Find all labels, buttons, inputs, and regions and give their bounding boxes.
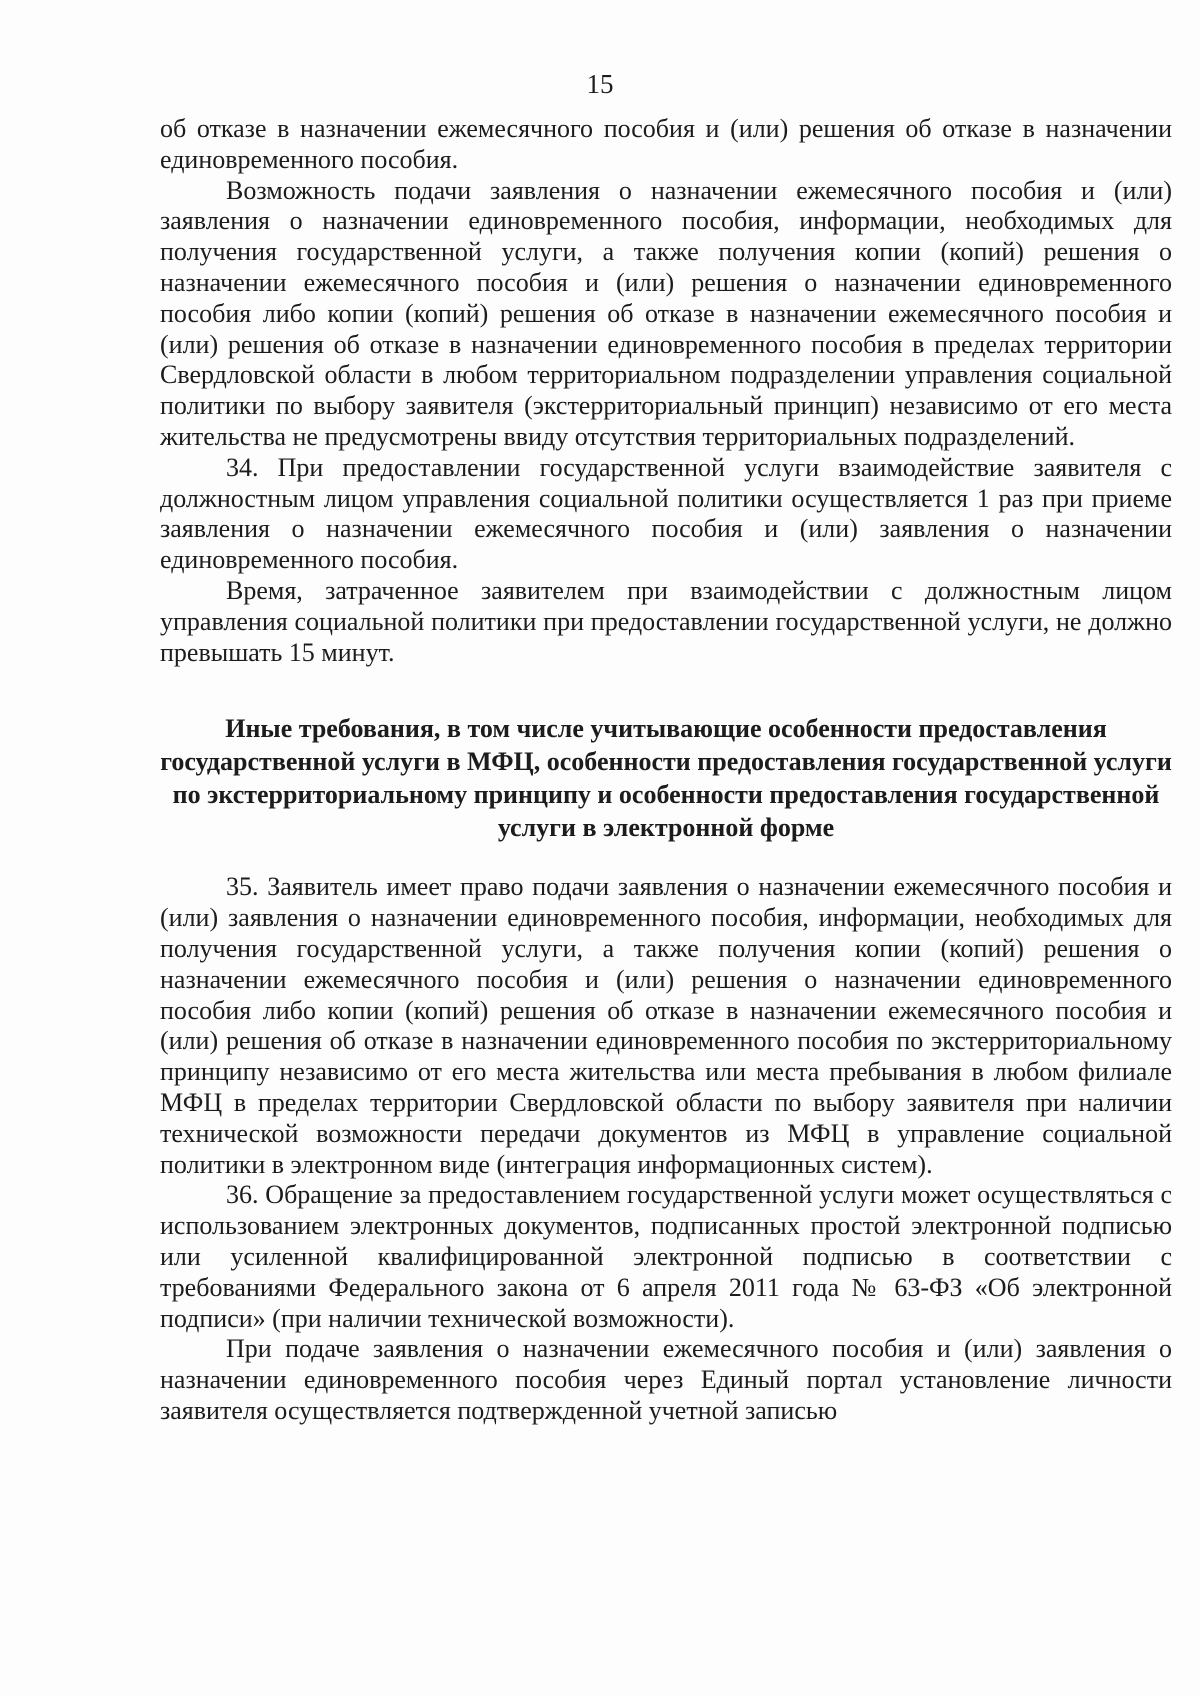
document-body [160,114,1172,1427]
section-heading: Иные требования, в том числе учитывающие особенности предоставления государственной услуги в МФЦ, особенности предоставления государственной услуги по экстерриториальному принципу и особенности предоставления государственной услуги в электронной форме [160,714,1172,843]
page-number: 15 [586,69,614,99]
paragraph-waiting-time: Время, затраченное заявителем при взаимодействии с должностным лицом управления социальной политики при предоставлении государственной услуги, не должно превышать 15 минут. [160,575,1172,667]
paragraph-35: 35. Заявитель имеет право подачи заявления о назначении ежемесячного пособия и (или) заявления о назначении единовременного пособия, информации, необходимых для получения государственной услуги, а также получения копии (копий) решения о назначении ежемесячного пособия и (или) решения о назначении единовременного пособия либо копии (копий) решения об отказе в назначении ежемесячного пособия и (или) решения об отказе в назначении единовременного пособия по экстерриториальному принципу независимо от его места жительства или места пребывания в любом филиале МФЦ в пределах территории Свердловской области по выбору заявителя при наличии технической возможности передачи документов из МФЦ в управление социальной политики в электронном виде (интеграция информационных систем). [160,872,1172,1179]
paragraph-continuation: об отказе в назначении ежемесячного пособия и (или) решения об отказе в назначении единовременного пособия. [160,114,1172,174]
paragraph-extraterritorial-not-provided: Возможность подачи заявления о назначении ежемесячного пособия и (или) заявления о назначении единовременного пособия, информации, необходимых для получения государственной услуги, а также получения копии (копий) решения о назначении ежемесячного пособия и (или) решения о назначении единовременного пособия либо копии (копий) решения об отказе в назначении ежемесячного пособия и (или) решения об отказе в назначении единовременного пособия в пределах территории Свердловской области в любом территориальном подразделении управления социальной политики по выбору заявителя (экстерриториальный принцип) независимо от его места жительства не предусмотрены ввиду отсутствия территориальных подразделений. [160,175,1172,451]
paragraph-36: 36. Обращение за предоставлением государственной услуги может осуществляться с использованием электронных документов, подписанных простой электронной подписью или усиленной квалифицированной электронной подписью в соответствии с требованиями Федерального закона от 6 апреля 2011 года № 63-ФЗ «Об электронной подписи» (при наличии технической возможности). [160,1180,1172,1333]
paragraph-34: 34. При предоставлении государственной услуги взаимодействие заявителя с должностным лицом управления социальной политики осуществляется 1 раз при приеме заявления о назначении ежемесячного пособия и (или) заявления о назначении единовременного пособия. [160,452,1172,575]
paragraph-unified-portal: При подаче заявления о назначении ежемесячного пособия и (или) заявления о назначении единовременного пособия через Единый портал установление личности заявителя осуществляется подтвержденной учетной записью [160,1334,1172,1425]
